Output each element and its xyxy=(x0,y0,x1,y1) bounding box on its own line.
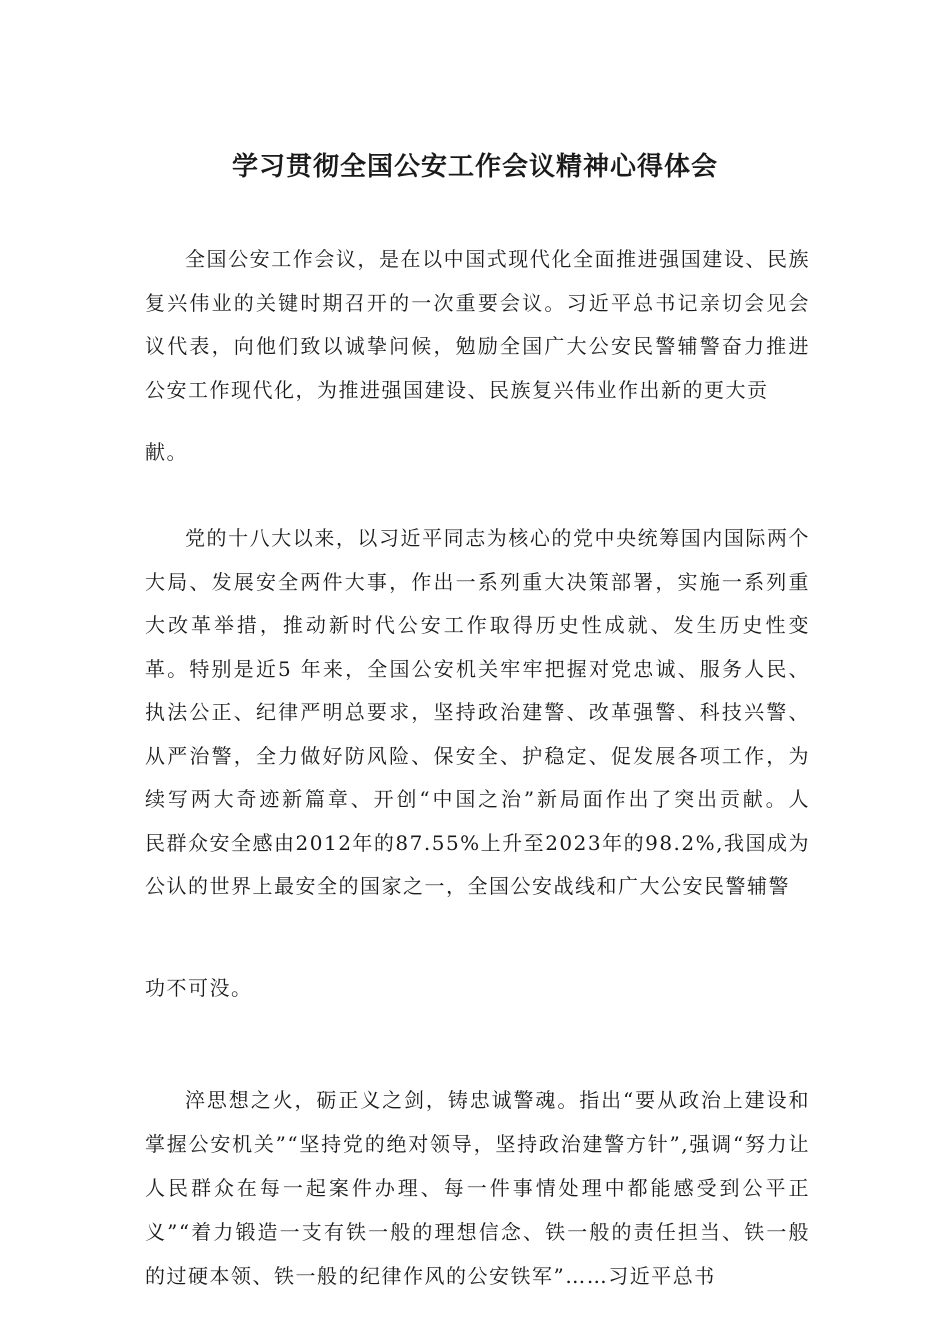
document-title: 学习贯彻全国公安工作会议精神心得体会 xyxy=(231,152,718,182)
paragraph-2: 党的十八大以来，以习近平同志为核心的党中央统筹国内国际两个大局、发展安全两件大事，作出一系列重大决策部署，实施一系列重大改革举措，推动新时代公安工作取得历史性成就、发生历史性变革。特别是近5 年来，全国公安机关牢牢把握对党忠诚、服务人民、 执法公正、纪律严明总要求，坚持政治建警、改革强警、科技兴警、 从严治警，全力做好防风险、保安全、护稳定、促发展各项工作，为 续写两大奇迹新篇章、开创“中国之治”新局面作出了突出贡献。人 民群众安全感由2012年的87.55%上升至2023年的98.2%,我国成为 公认的世界上最安全的国家之一，全国公安战线和广大公安民警辅警 xyxy=(145,526,832,898)
paragraph-2-tail: 功不可没。 xyxy=(145,976,253,1000)
paragraph-1-tail: 献。 xyxy=(145,440,188,464)
paragraph-3: 淬思想之火，砺正义之剑，铸忠诚警魂。指出“要从政治上建设和掌握公安机关”“坚持党的绝对领导，坚持政治建警方针”,强调“努力让人民群众在每一起案件办理、每一件事情处理中都能感受到公平正义”“着力锻造一支有铁一般的理想信念、铁一般的责任担当、铁一般的过硬本领、铁一般的纪律作风的公安铁军”……习近平总书 xyxy=(145,1088,810,1288)
paragraph-1: 全国公安工作会议，是在以中国式现代化全面推进强国建设、民族复兴伟业的关键时期召开的一次重要会议。习近平总书记亲切会见会议代表，向他们致以诚挚问候，勉励全国广大公安民警辅警奋力推进公安工作现代化，为推进强国建设、民族复兴伟业作出新的更大贡 xyxy=(145,247,810,402)
